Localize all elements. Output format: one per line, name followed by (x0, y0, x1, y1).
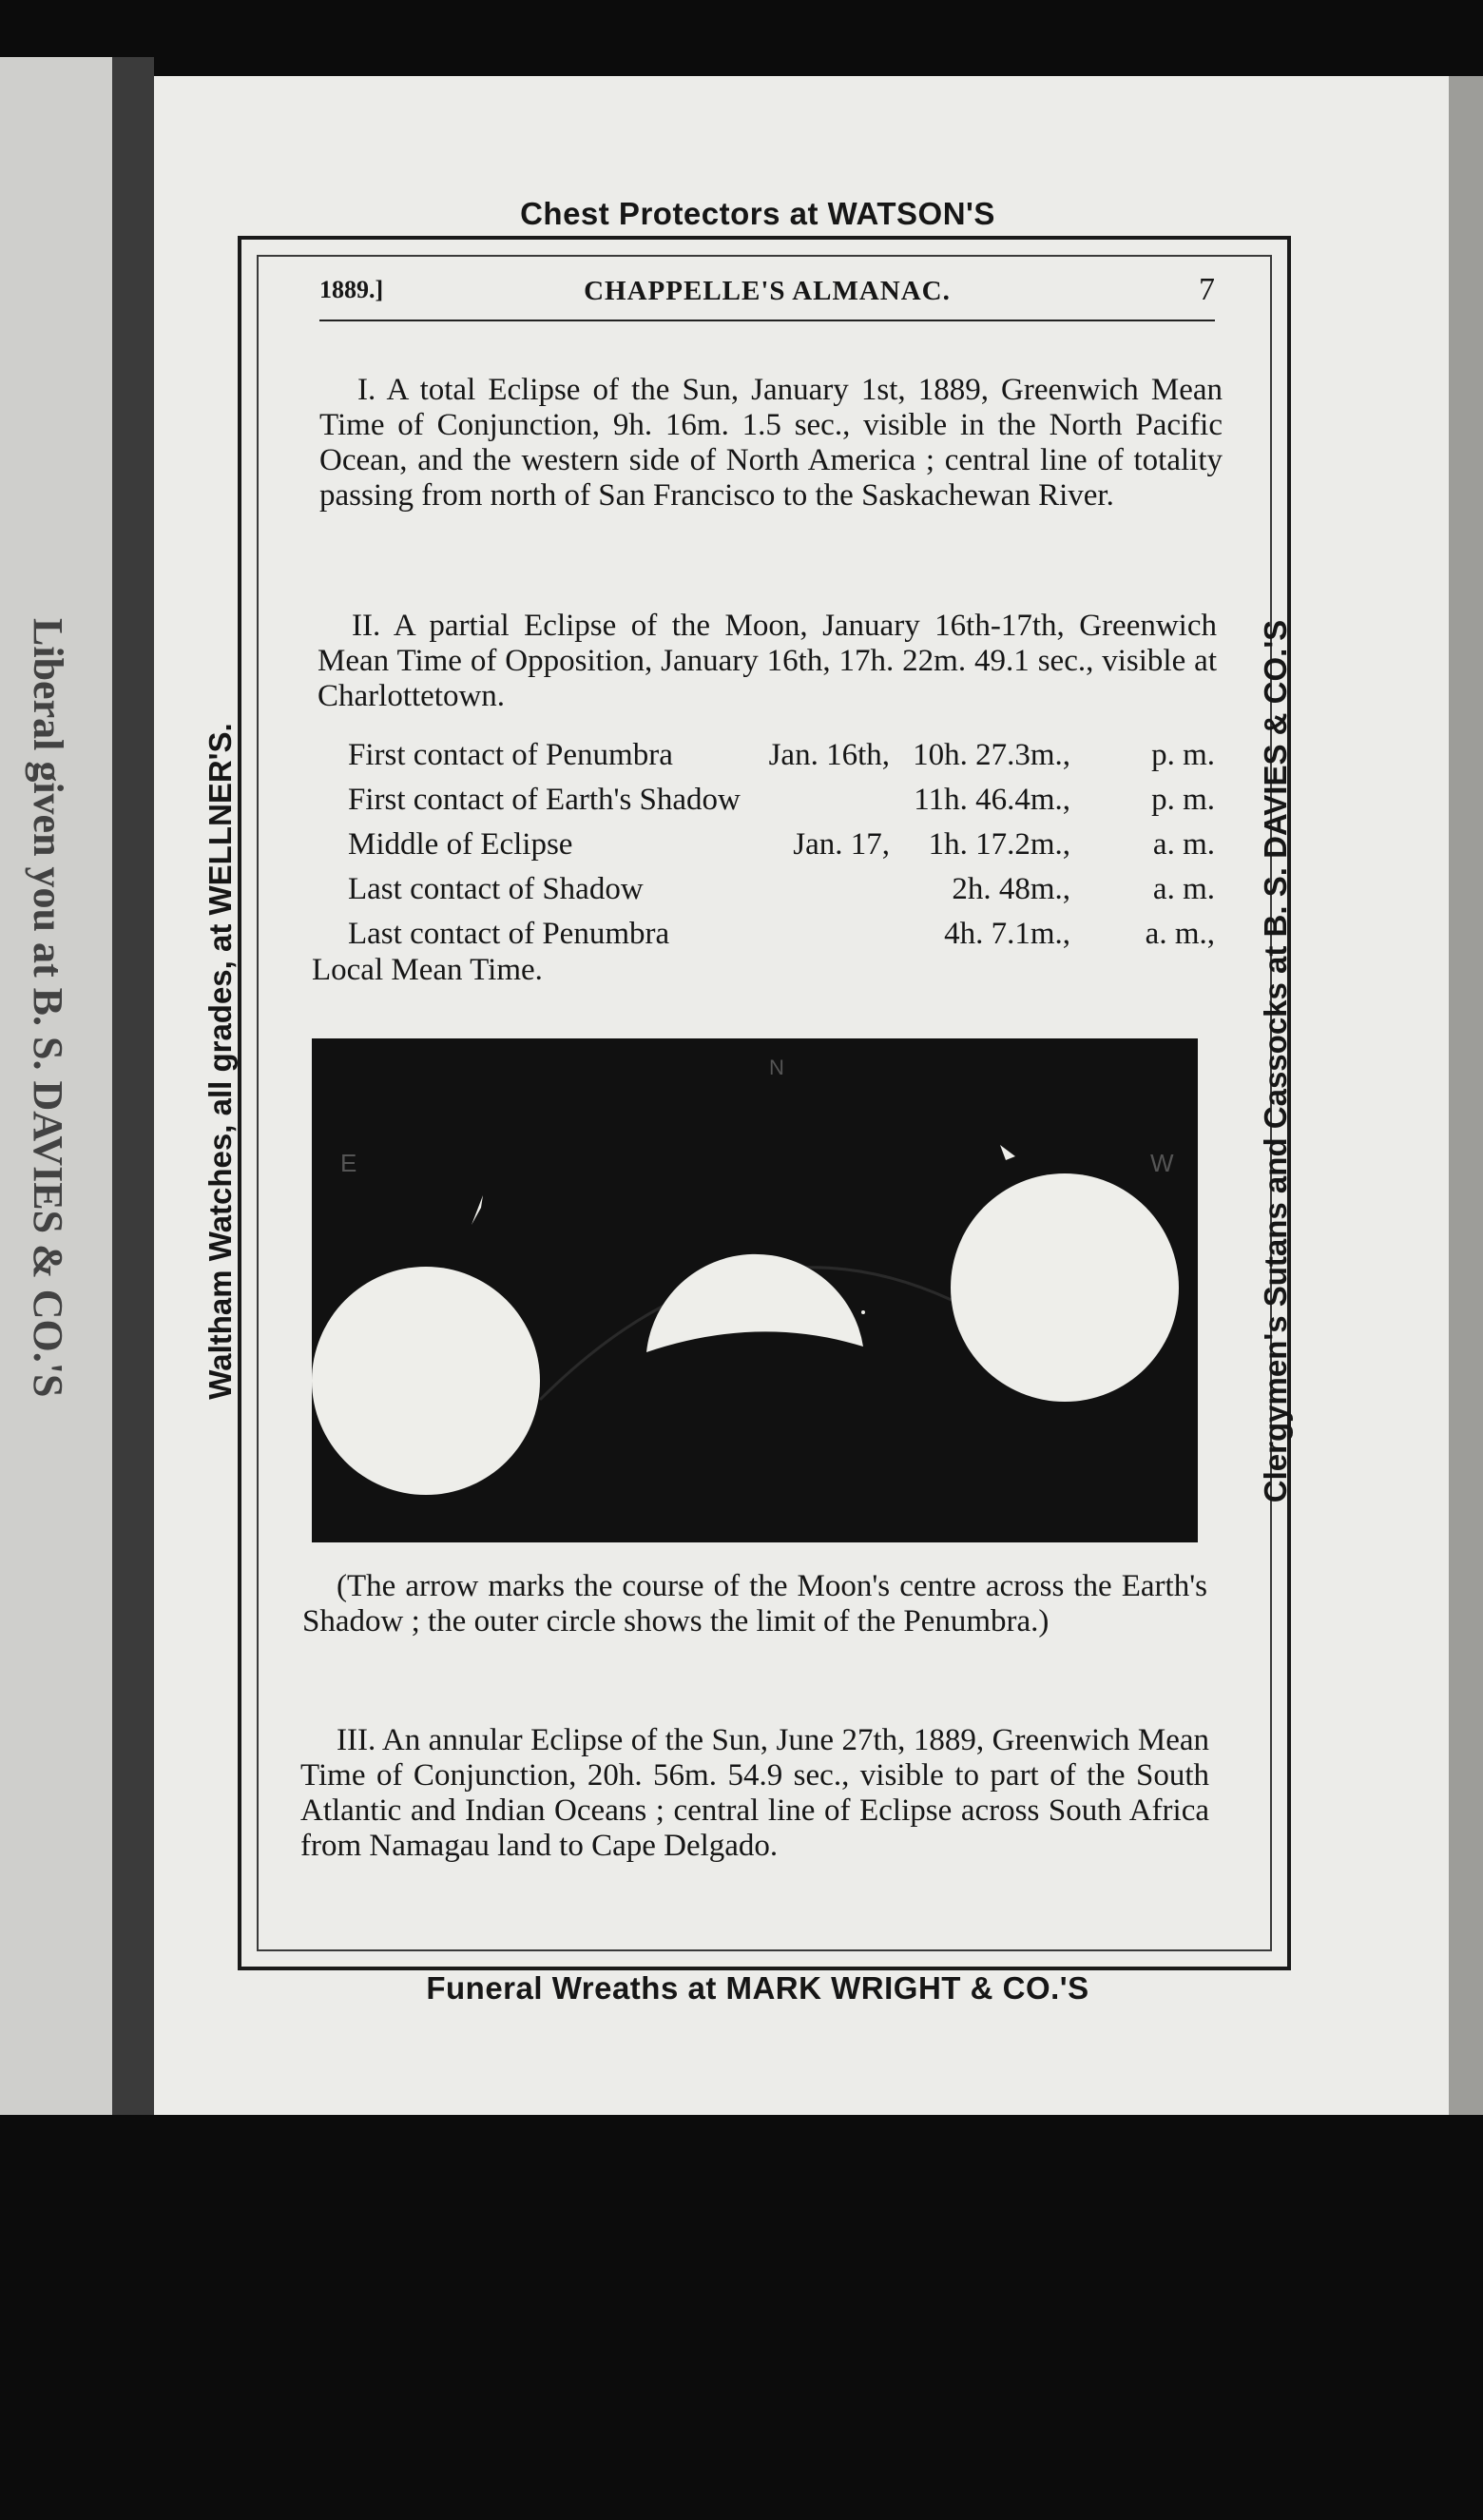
right-advert: Clergymen's Sutans and Cassocks at B. S. DAVIES & CO.'S (1258, 619, 1293, 1503)
bottom-advert: Funeral Wreaths at MARK WRIGHT & CO.'S (426, 1970, 1089, 2006)
contact-date: Jan. 17, (793, 827, 890, 862)
moon-last-contact (951, 1173, 1179, 1402)
previous-page-advert: Liberal given you at B. S. DAVIES & CO.'S (25, 618, 71, 1398)
contact-event: First contact of Penumbra (348, 738, 673, 772)
contacts-table (348, 738, 1215, 961)
eclipse-3-text: An annular Eclipse of the Sun, June 27th, 1889, Greenwich Mean Time of Conjunction, 20h. 56m. 54.9 sec., visible to part of the South Atlantic and Indian Oceans ; central line of Eclipse across South Africa from Namagau land to Cape Delgado. (300, 1723, 1209, 1863)
moon-centre-dot (861, 1310, 865, 1314)
page-edge (1449, 76, 1483, 2115)
running-head (319, 272, 1215, 321)
contact-event: Last contact of Shadow (348, 872, 644, 906)
contact-ampm: p. m. (1151, 783, 1215, 817)
eclipse-3-paragraph (300, 1723, 1209, 1864)
contact-row (348, 738, 1215, 783)
contact-time: 4h. 7.1m., (944, 917, 1070, 951)
figure-caption: (The arrow marks the course of the Moon's centre across the Earth's Shadow ; the outer circle shows the limit of the Penumbra.) (302, 1569, 1207, 1638)
contact-time: 11h. 46.4m., (914, 783, 1070, 817)
contact-ampm: a. m. (1152, 827, 1215, 862)
moon-first-contact (312, 1267, 540, 1495)
eclipse-1-paragraph (319, 373, 1223, 514)
eclipse-1-number: I. (357, 373, 376, 407)
eclipse-3-number: III. (337, 1723, 376, 1757)
label-north: N (769, 1056, 784, 1079)
contact-ampm: a. m., (1145, 917, 1215, 951)
contact-time: 10h. 27.3m., (913, 738, 1070, 772)
contact-date (747, 872, 890, 917)
arrow-marker (472, 1195, 483, 1225)
eclipse-diagram (312, 1038, 1198, 1542)
contact-row (348, 783, 1215, 827)
left-advert: Waltham Watches, all grades, at WELLNER'S. (202, 723, 238, 1400)
contact-event: Last contact of Penumbra (348, 917, 670, 951)
contact-date (747, 783, 890, 827)
page-number: 7 (1199, 272, 1215, 307)
contact-event: First contact of Earth's Shadow (348, 783, 741, 817)
header-title: CHAPPELLE'S ALMANAC. (584, 276, 951, 306)
contact-row (348, 827, 1215, 872)
contact-row (348, 872, 1215, 917)
eclipse-2-text: A partial Eclipse of the Moon, January 16th-17th, Greenwich Mean Time of Opposition, January 16th, 17h. 22m. 49.1 sec., visible at Charlottetown. (318, 609, 1217, 713)
contact-ampm: a. m. (1152, 872, 1215, 906)
eclipse-2-paragraph (318, 609, 1217, 714)
contact-date (747, 917, 890, 961)
book-gutter (112, 57, 154, 2115)
label-west: W (1150, 1149, 1174, 1177)
arrow-head (1000, 1145, 1015, 1160)
contact-event: Middle of Eclipse (348, 827, 573, 862)
contact-ampm: p. m. (1151, 738, 1215, 772)
top-advert: Chest Protectors at WATSON'S (520, 196, 995, 231)
contact-time: 2h. 48m., (952, 872, 1070, 906)
contact-time: 1h. 17.2m., (928, 827, 1070, 862)
local-time-note: Local Mean Time. (312, 953, 543, 987)
previous-page-edge (0, 57, 112, 2115)
contact-date: Jan. 16th, (768, 738, 890, 772)
eclipse-diagram-svg (312, 1038, 1198, 1542)
header-year: 1889.] (319, 276, 384, 303)
label-east: E (340, 1149, 357, 1177)
eclipse-2-number: II. (352, 609, 381, 643)
eclipse-1-text: A total Eclipse of the Sun, January 1st, 1889, Greenwich Mean Time of Conjunction, 9h. 16m. 1.5 sec., visible in the North Pacific Ocean, and the western side of North America ; central line of totality passing from north of San Francisco to the Saskachewan River. (319, 373, 1223, 513)
